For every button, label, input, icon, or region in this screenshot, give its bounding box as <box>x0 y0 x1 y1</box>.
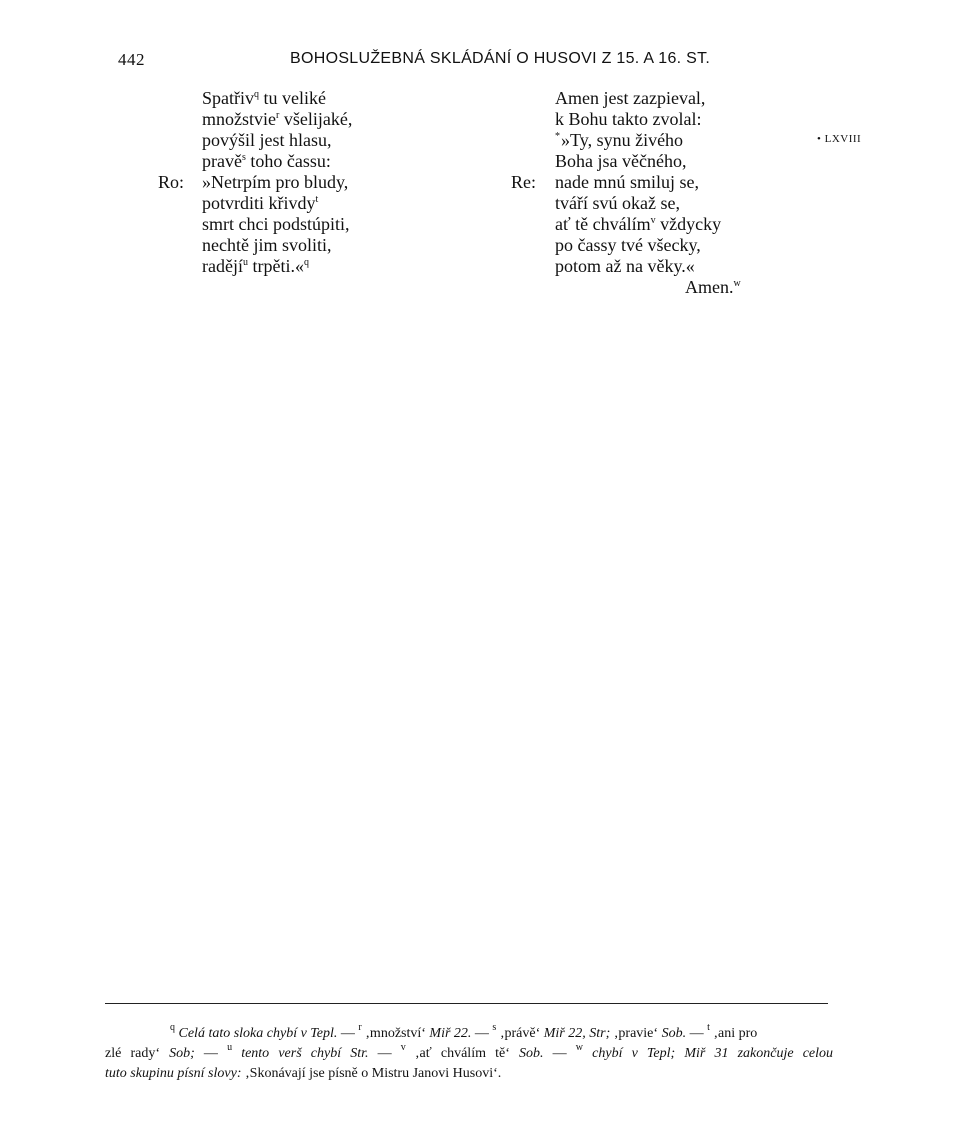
right-verse-text: potom až na věky.« <box>555 256 695 276</box>
footnote-text: — <box>194 1046 228 1061</box>
footnote-text: — <box>686 1026 708 1041</box>
footnote-marker: r <box>358 1022 362 1033</box>
footnote-text: ‚pravie‘ <box>610 1026 662 1041</box>
footnote-marker: s <box>241 152 246 163</box>
footnote-marker: v <box>400 1042 406 1053</box>
footnote-rule <box>105 1003 828 1004</box>
footnote-line-1 <box>105 1024 833 1044</box>
footnote-marker: t <box>707 1022 710 1033</box>
left-verse-text: radějí$^u$ trpěti.«$^q$ <box>202 256 309 276</box>
right-verse-text: po čassy tvé všecky, <box>555 235 701 255</box>
footnote-italic: Sob. <box>661 1026 687 1041</box>
footnote-line-3 <box>105 1064 833 1084</box>
footnote-text: ‚ani pro <box>709 1026 758 1041</box>
footnote-italic: tuto skupinu písní slovy: <box>105 1066 242 1081</box>
footnote-marker: r <box>276 110 280 121</box>
right-verse-text: ať tě chválím$^v$ vždycky <box>555 214 722 234</box>
footnotes <box>105 1024 833 1084</box>
footnote-marker: t <box>315 194 319 205</box>
right-responsory-mark: Re: <box>511 172 536 192</box>
left-responsory-mark: Ro: <box>158 172 185 192</box>
footnote-marker: q <box>254 89 259 100</box>
footnote-marker: w <box>575 1042 584 1053</box>
footnote-italic: Sob; <box>169 1046 195 1061</box>
footnote-marker: q <box>303 257 309 268</box>
running-title: BOHOSLUŽEBNÁ SKLÁDÁNÍ O HUSOVI Z 15. A 16. ST. <box>290 50 711 67</box>
left-verse-text: pravě$^s$ toho čassu: <box>202 151 331 171</box>
footnote-text: — <box>543 1046 576 1061</box>
margin-note: • LXVIII <box>817 133 862 145</box>
left-verse-text: povýšil jest hlasu, <box>202 130 332 150</box>
footnote-italic: Miř 22. <box>429 1026 472 1041</box>
footnote-italic: Sob. <box>519 1046 544 1061</box>
left-verse-text: »Netrpím pro bludy, <box>202 172 349 192</box>
footnote-text: — <box>368 1046 401 1061</box>
right-verse-text: *»Ty, synu živého <box>555 130 684 150</box>
right-verse-text: nade mnú smiluj se, <box>555 172 699 192</box>
left-verse-text: potvrditi křivdy$^t$ <box>202 193 319 213</box>
footnote-marker: u <box>242 257 248 268</box>
right-verse-text: tváří svú okaž se, <box>555 193 680 213</box>
footnote-text: ‚právě‘ <box>496 1026 544 1041</box>
footnote-marker: s <box>492 1022 497 1033</box>
right-verse-text: Amen jest zazpieval, <box>555 88 706 108</box>
footnote-text: ‚Skonávají jse písně o Mistru Janovi Husovi‘. <box>241 1066 502 1081</box>
right-closing-text: Amen.$^w$ <box>685 277 741 297</box>
left-verse-text: nechtě jim svoliti, <box>202 235 332 255</box>
right-verse-text: Boha jsa věčného, <box>555 151 687 171</box>
footnote-text: ‚množství‘ <box>361 1026 430 1041</box>
page-number: 442 <box>118 50 145 69</box>
footnote-marker: w <box>733 278 741 289</box>
footnote-text: — <box>337 1026 359 1041</box>
left-verse-text: Spatřiv$^q$ tu veliké <box>202 88 326 108</box>
right-verse-text: k Bohu takto zvolal: <box>555 109 702 129</box>
footnote-marker: q <box>170 1022 175 1033</box>
footnote-marker: v <box>650 215 656 226</box>
footnote-text: ‚ať chválím tě‘ <box>405 1046 520 1061</box>
left-verse-text: smrt chci podstúpiti, <box>202 214 350 234</box>
footnote-italic: Celá tato sloka chybí v Tepl. <box>175 1026 338 1041</box>
footnote-italic: chybí v Tepl; Miř 31 zakončuje celou <box>583 1046 834 1061</box>
footnote-marker: u <box>227 1042 233 1053</box>
footnote-italic: tento verš chybí Str. <box>232 1046 369 1061</box>
left-verse-text: množstvie$^r$ všelijaké, <box>202 109 353 129</box>
page-header <box>0 50 960 74</box>
footnote-text: — <box>471 1026 493 1041</box>
footnote-line-2 <box>105 1044 833 1064</box>
footnote-marker: * <box>555 131 560 142</box>
footnote-text: zlé rady‘ <box>105 1046 170 1061</box>
footnote-italic: Miř 22, Str; <box>543 1026 611 1041</box>
